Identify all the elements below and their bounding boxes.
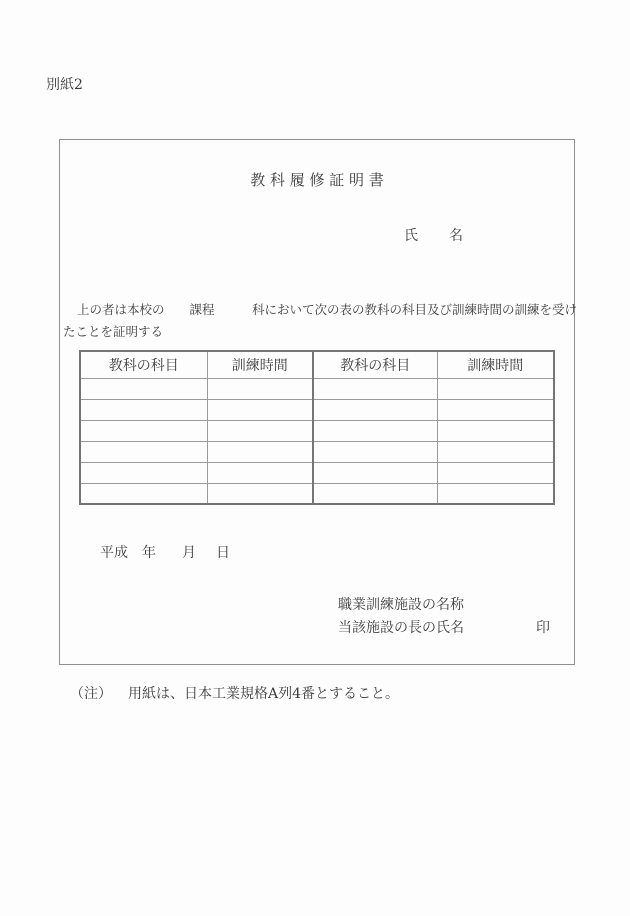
table-body	[80, 378, 554, 504]
note	[70, 683, 399, 703]
table-header-row	[80, 351, 554, 378]
table-cell	[80, 399, 207, 420]
note-prefix: （注）	[70, 686, 112, 702]
certificate-title: 教 科 履 修 証 明 書	[250, 171, 384, 189]
statement	[63, 299, 577, 343]
table-cell	[313, 378, 437, 399]
table-row	[80, 399, 554, 420]
header-hours-2: 訓練時間	[437, 351, 554, 378]
statement-line-1: 上の者は本校の 課程 科において次の表の教科の科目及び訓練時間の訓練を受け	[77, 302, 578, 317]
table-cell	[313, 420, 437, 441]
table-cell	[80, 441, 207, 462]
name-label: 氏 名	[404, 228, 464, 244]
era-label: 平成	[100, 545, 128, 561]
table-cell	[313, 462, 437, 483]
certificate-box	[59, 139, 578, 665]
table-cell	[80, 420, 207, 441]
table-row	[80, 420, 554, 441]
day-label: 日	[216, 545, 230, 561]
table-cell	[207, 378, 313, 399]
table-cell	[313, 441, 437, 462]
table-cell	[207, 483, 313, 504]
table-cell	[437, 420, 554, 441]
table-cell	[207, 399, 313, 420]
table-cell	[437, 462, 554, 483]
table-row	[80, 378, 554, 399]
statement-line-2: たことを証明する	[63, 324, 164, 339]
table-cell	[207, 441, 313, 462]
facility-head-label: 当該施設の長の氏名	[338, 620, 464, 636]
table-cell	[207, 462, 313, 483]
date-line	[100, 542, 230, 562]
header-hours-1: 訓練時間	[207, 351, 313, 378]
table-cell	[437, 483, 554, 504]
seal-label: 印	[536, 620, 550, 636]
month-label: 月	[182, 545, 196, 561]
table-cell	[313, 483, 437, 504]
header-subject-1: 教科の科目	[80, 351, 207, 378]
table-cell	[437, 399, 554, 420]
signature-block	[338, 594, 550, 640]
table-cell	[80, 378, 207, 399]
table-cell	[437, 378, 554, 399]
attachment-label: 別紙2	[46, 77, 83, 93]
table-cell	[80, 483, 207, 504]
header-subject-2: 教科の科目	[313, 351, 437, 378]
facility-head-line	[338, 617, 550, 640]
facility-name-label: 職業訓練施設の名称	[338, 597, 464, 613]
table-cell	[80, 462, 207, 483]
table-cell	[313, 399, 437, 420]
table-cell	[437, 441, 554, 462]
table-row	[80, 441, 554, 462]
table-row	[80, 462, 554, 483]
note-text: 用紙は、日本工業規格A列4番とすること。	[128, 686, 400, 702]
table-cell	[207, 420, 313, 441]
year-label: 年	[142, 545, 156, 561]
table-row	[80, 483, 554, 504]
course-table-wrapper	[79, 350, 553, 505]
course-table	[79, 350, 555, 505]
